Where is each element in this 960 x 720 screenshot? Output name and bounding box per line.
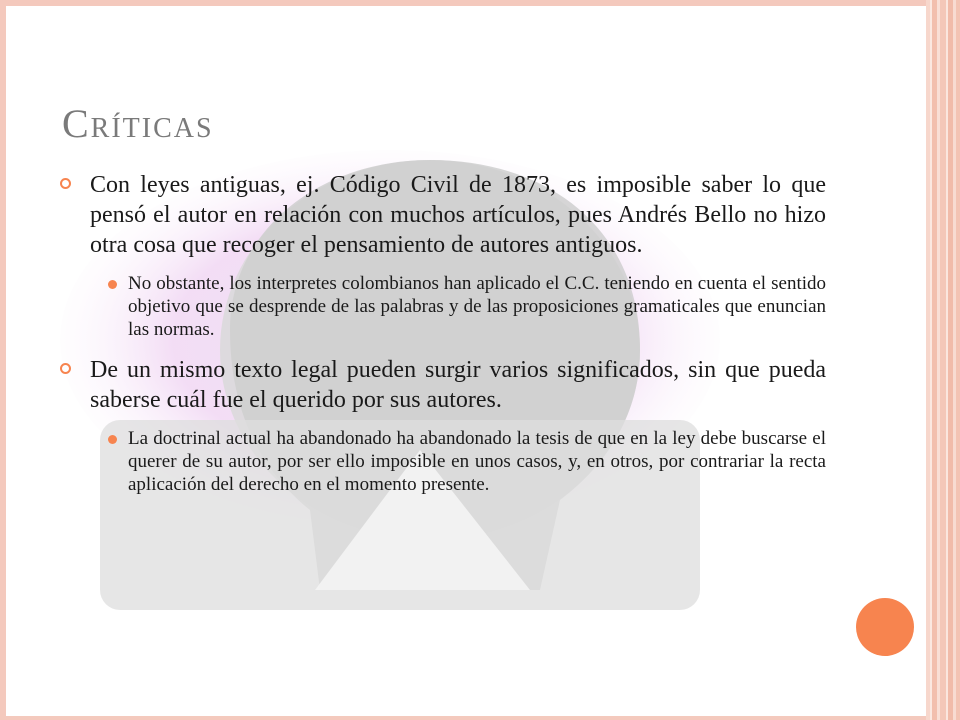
frame-top-border bbox=[0, 0, 930, 6]
decorative-stripes bbox=[926, 0, 960, 720]
ring-bullet-icon bbox=[60, 363, 71, 374]
sub-bullet-text: La doctrinal actual ha abandonado ha abandonado la tesis de que en la ley debe buscarse el querer de su autor, por ser ello imposible en unos casos, y, en otros, por contrariar la recta aplicación del derecho en el momento presente. bbox=[128, 428, 826, 495]
slide-title: Críticas bbox=[62, 101, 214, 146]
bullet-item bbox=[60, 355, 826, 415]
slide-content bbox=[60, 170, 826, 510]
sub-bullet-text: No obstante, los interpretes colombianos han aplicado el C.C. teniendo en cuenta el sentido objetivo que se desprende de las palabras y de las proposiciones gramaticales que enuncian las normas. bbox=[128, 273, 826, 340]
bullet-item bbox=[60, 170, 826, 260]
accent-circle bbox=[856, 598, 914, 656]
bullet-text: De un mismo texto legal pueden surgir varios significados, sin que pueda saberse cuál fue el querido por sus autores. bbox=[90, 357, 826, 413]
frame-left-border bbox=[0, 0, 6, 720]
ring-bullet-icon bbox=[60, 178, 71, 189]
dot-bullet-icon bbox=[108, 435, 117, 444]
frame-bottom-border bbox=[0, 716, 930, 720]
sub-bullet-item bbox=[128, 427, 826, 496]
sub-bullet-item bbox=[128, 272, 826, 341]
dot-bullet-icon bbox=[108, 280, 117, 289]
bullet-text: Con leyes antiguas, ej. Código Civil de 1873, es imposible saber lo que pensó el autor en relación con muchos artículos, pues Andrés Bello no hizo otra cosa que recoger el pensamiento de autores antiguos. bbox=[90, 172, 826, 258]
